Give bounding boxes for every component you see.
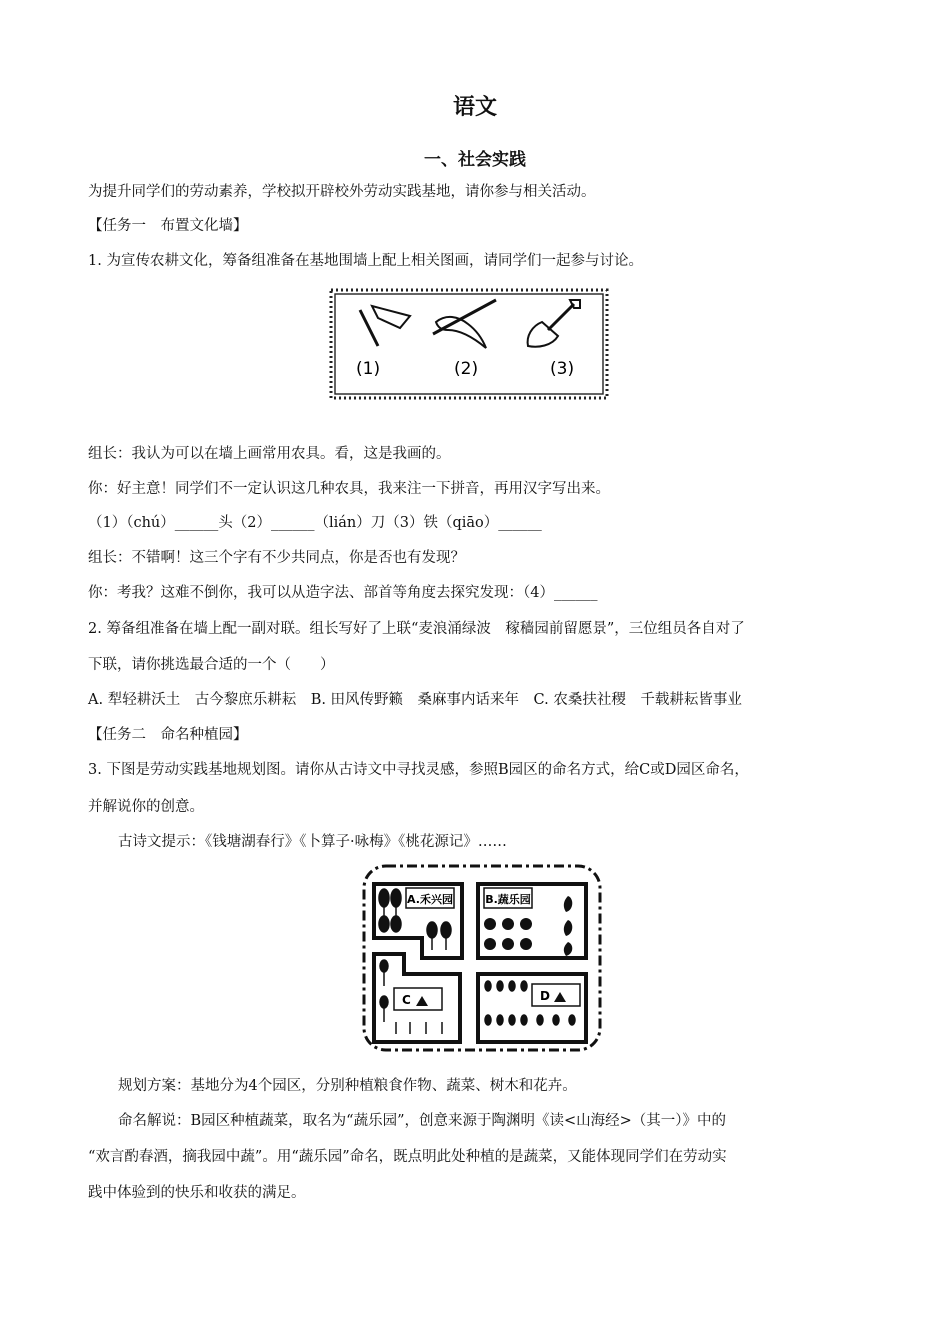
farm-tools-figure bbox=[328, 286, 610, 404]
zone-b-label: B.蔬乐园 bbox=[485, 893, 531, 906]
fill-blanks-line: （1）（chú）______头（2）______（lián）刀（3）铁（qiāo）______ bbox=[88, 515, 542, 531]
section-heading: 一、社会实践 bbox=[424, 150, 526, 170]
shovel-icon bbox=[528, 300, 580, 347]
dialog-line-3: 组长：不错啊！这三个字有不少共同点，你是否也有发现？ bbox=[88, 550, 465, 566]
question-3-line-1: 3. 下图是劳动实践基地规划图。请你从古诗文中寻找灵感，参照B园区的命名方式，给C或D园区命名， bbox=[88, 762, 749, 778]
task1-heading: 【任务一 布置文化墙】 bbox=[88, 218, 248, 234]
sickle-icon bbox=[433, 300, 496, 348]
tool-label-1: (1) bbox=[356, 359, 381, 379]
zone-d-label: D bbox=[540, 989, 550, 1003]
naming-line-2: “欢言酌春酒，摘我园中蔬”。用“蔬乐园”命名，既点明此处种植的是蔬菜，又能体现同学们在劳动实 bbox=[88, 1149, 727, 1165]
task2-heading: 【任务二 命名种植园】 bbox=[88, 727, 248, 743]
question-2-line-1: 2. 筹备组准备在墙上配一副对联。组长写好了上联“麦浪涌绿波 稼穑园前留愿景”，三位组员各自对了 bbox=[88, 621, 745, 637]
question-3-line-2: 并解说你的创意。 bbox=[88, 799, 204, 815]
intro-text: 为提升同学们的劳动素养，学校拟开辟校外劳动实践基地，请你参与相关活动。 bbox=[88, 184, 596, 200]
question-2-line-2: 下联，请你挑选最合适的一个（ ） bbox=[88, 657, 335, 673]
hoe-icon bbox=[360, 306, 410, 346]
dialog-line-2: 你：好主意！同学们不一定认识这几种农具，我来注一下拼音，再用汉字写出来。 bbox=[88, 481, 610, 497]
plan-description: 规划方案：基地分为4个园区，分别种植粮食作物、蔬菜、树木和花卉。 bbox=[118, 1078, 577, 1094]
question-2-options: A. 犁轻耕沃土 古今黎庶乐耕耘 B. 田风传野籁 桑麻事内话来年 C. 农桑扶社稷 千载耕耘皆事业 bbox=[88, 692, 742, 708]
zone-c-label: C bbox=[402, 993, 411, 1007]
naming-line-3: 践中体验到的快乐和收获的满足。 bbox=[88, 1185, 306, 1201]
dialog-line-1: 组长：我认为可以在墙上画常用农具。看，这是我画的。 bbox=[88, 446, 451, 462]
question-1: 1. 为宣传农耕文化，筹备组准备在基地围墙上配上相关图画，请同学们一起参与讨论。 bbox=[88, 253, 643, 269]
tool-label-3: (3) bbox=[550, 359, 575, 379]
dialog-line-4: 你：考我？这难不倒你，我可以从造字法、部首等角度去探究发现：（4）______ bbox=[88, 585, 598, 601]
base-plan-figure bbox=[360, 862, 604, 1054]
page-title: 语文 bbox=[452, 95, 497, 120]
poem-hint: 古诗文提示：《钱塘湖春行》《卜算子·咏梅》《桃花源记》…… bbox=[118, 834, 507, 850]
tool-label-2: (2) bbox=[454, 359, 479, 379]
zone-a-label: A.禾兴园 bbox=[407, 893, 453, 906]
naming-line-1: 命名解说：B园区种植蔬菜，取名为“蔬乐园”，创意来源于陶渊明《读<山海经>（其一）》中的 bbox=[118, 1113, 727, 1129]
